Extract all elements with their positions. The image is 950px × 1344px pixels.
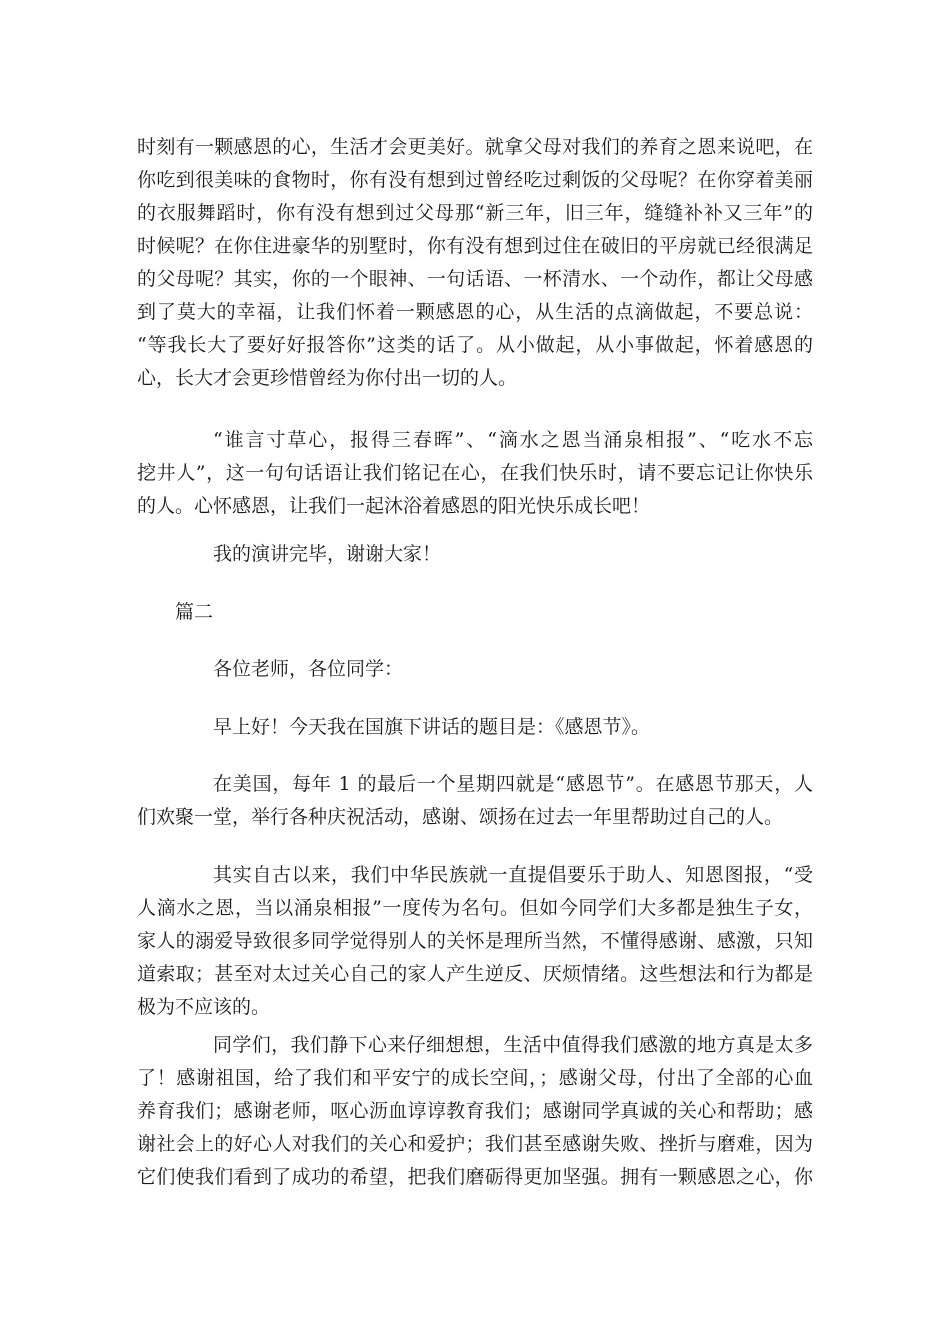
- text-line: 它们使我们看到了成功的希望，把我们磨砺得更加坚强。拥有一颗感恩之心，你: [137, 1166, 813, 1188]
- paragraph-gratitude-parents: [137, 131, 813, 395]
- text-line: 了！感谢祖国，给了我们和平安宁的成长空间，；感谢父母，付出了全部的心血: [137, 1067, 813, 1089]
- text-line: 的人。心怀感恩，让我们一起沐浴着感恩的阳光快乐成长吧！: [137, 495, 651, 517]
- text-line: 早上好！今天我在国旗下讲话的题目是：《感恩节》。: [213, 716, 651, 738]
- section-heading: [137, 596, 813, 629]
- text-line: 其实自古以来，我们中华民族就一直提倡要乐于助人、知恩图报，“受: [213, 864, 813, 886]
- text-line: 我的演讲完毕，谢谢大家！: [213, 543, 442, 565]
- paragraph-topic: [137, 711, 813, 744]
- text-line: 的衣服舞蹈时，你有没有想到过父母那“新三年，旧三年，缝缝补补又三年”的: [137, 202, 813, 224]
- text-line: 挖井人”，这一句句话语让我们铭记在心，在我们快乐时，请不要忘记让你快乐: [137, 462, 813, 484]
- paragraph-salutation: [137, 653, 813, 686]
- paragraph-closing: [137, 538, 813, 571]
- text-line: 的父母呢？其实，你的一个眼神、一句话语、一杯清水、一个动作，都让父母感: [137, 268, 813, 290]
- text-line: 各位老师，各位同学：: [213, 658, 404, 680]
- text-line: 时刻有一颗感恩的心，生活才会更美好。就拿父母对我们的养育之恩来说吧，在: [137, 136, 813, 158]
- text-line: 时候呢？在你住进豪华的别墅时，你有没有想到过住在破旧的平房就已经很满足: [137, 235, 813, 257]
- text-line: 心，长大才会更珍惜曾经为你付出一切的人。: [137, 367, 518, 389]
- paragraph-chinese-tradition: [137, 859, 813, 1024]
- text-line: 同学们，我们静下心来仔细想想，生活中值得我们感激的地方真是太多: [213, 1034, 813, 1056]
- text-line: 在美国，每年 1 的最后一个星期四就是“感恩节”。在感恩节那天，人: [213, 773, 813, 795]
- text-line: 到了莫大的幸福，让我们怀着一颗感恩的心，从生活的点滴做起，不要总说：: [137, 301, 813, 323]
- text-line: 们欢聚一堂，举行各种庆祝活动，感谢、颂扬在过去一年里帮助过自己的人。: [137, 806, 784, 828]
- text-line: “等我长大了要好好报答你”这类的话了。从小做起，从小事做起，怀着感恩的: [137, 334, 813, 356]
- text-line: 你吃到很美味的食物时，你有没有想到过曾经吃过剩饭的父母呢？在你穿着美丽: [137, 169, 813, 191]
- text-line: 道索取；甚至对太过关心自己的家人产生逆反、厌烦情绪。这些想法和行为都是: [137, 963, 813, 985]
- paragraph-thanksgiving-america: [137, 768, 813, 834]
- paragraph-proverbs: [137, 424, 813, 523]
- text-line: 谢社会上的好心人对我们的关心和爱护；我们甚至感谢失败、挫折与磨难，因为: [137, 1133, 813, 1155]
- paragraph-gratitude-list: [137, 1029, 813, 1194]
- text-line: 极为不应该的。: [137, 996, 271, 1018]
- text-line: 养育我们；感谢老师，呕心沥血谆谆教育我们；感谢同学真诚的关心和帮助；感: [137, 1100, 813, 1122]
- text-line: 家人的溺爱导致很多同学觉得别人的关怀是理所当然，不懂得感谢、感激，只知: [137, 930, 813, 952]
- section-title: 篇二: [175, 601, 214, 623]
- text-line: “谁言寸草心，报得三春晖”、“滴水之恩当涌泉相报”、“吃水不忘: [213, 429, 813, 451]
- text-line: 人滴水之恩，当以涌泉相报”一度传为名句。但如今同学们大多都是独生子女，: [137, 897, 813, 919]
